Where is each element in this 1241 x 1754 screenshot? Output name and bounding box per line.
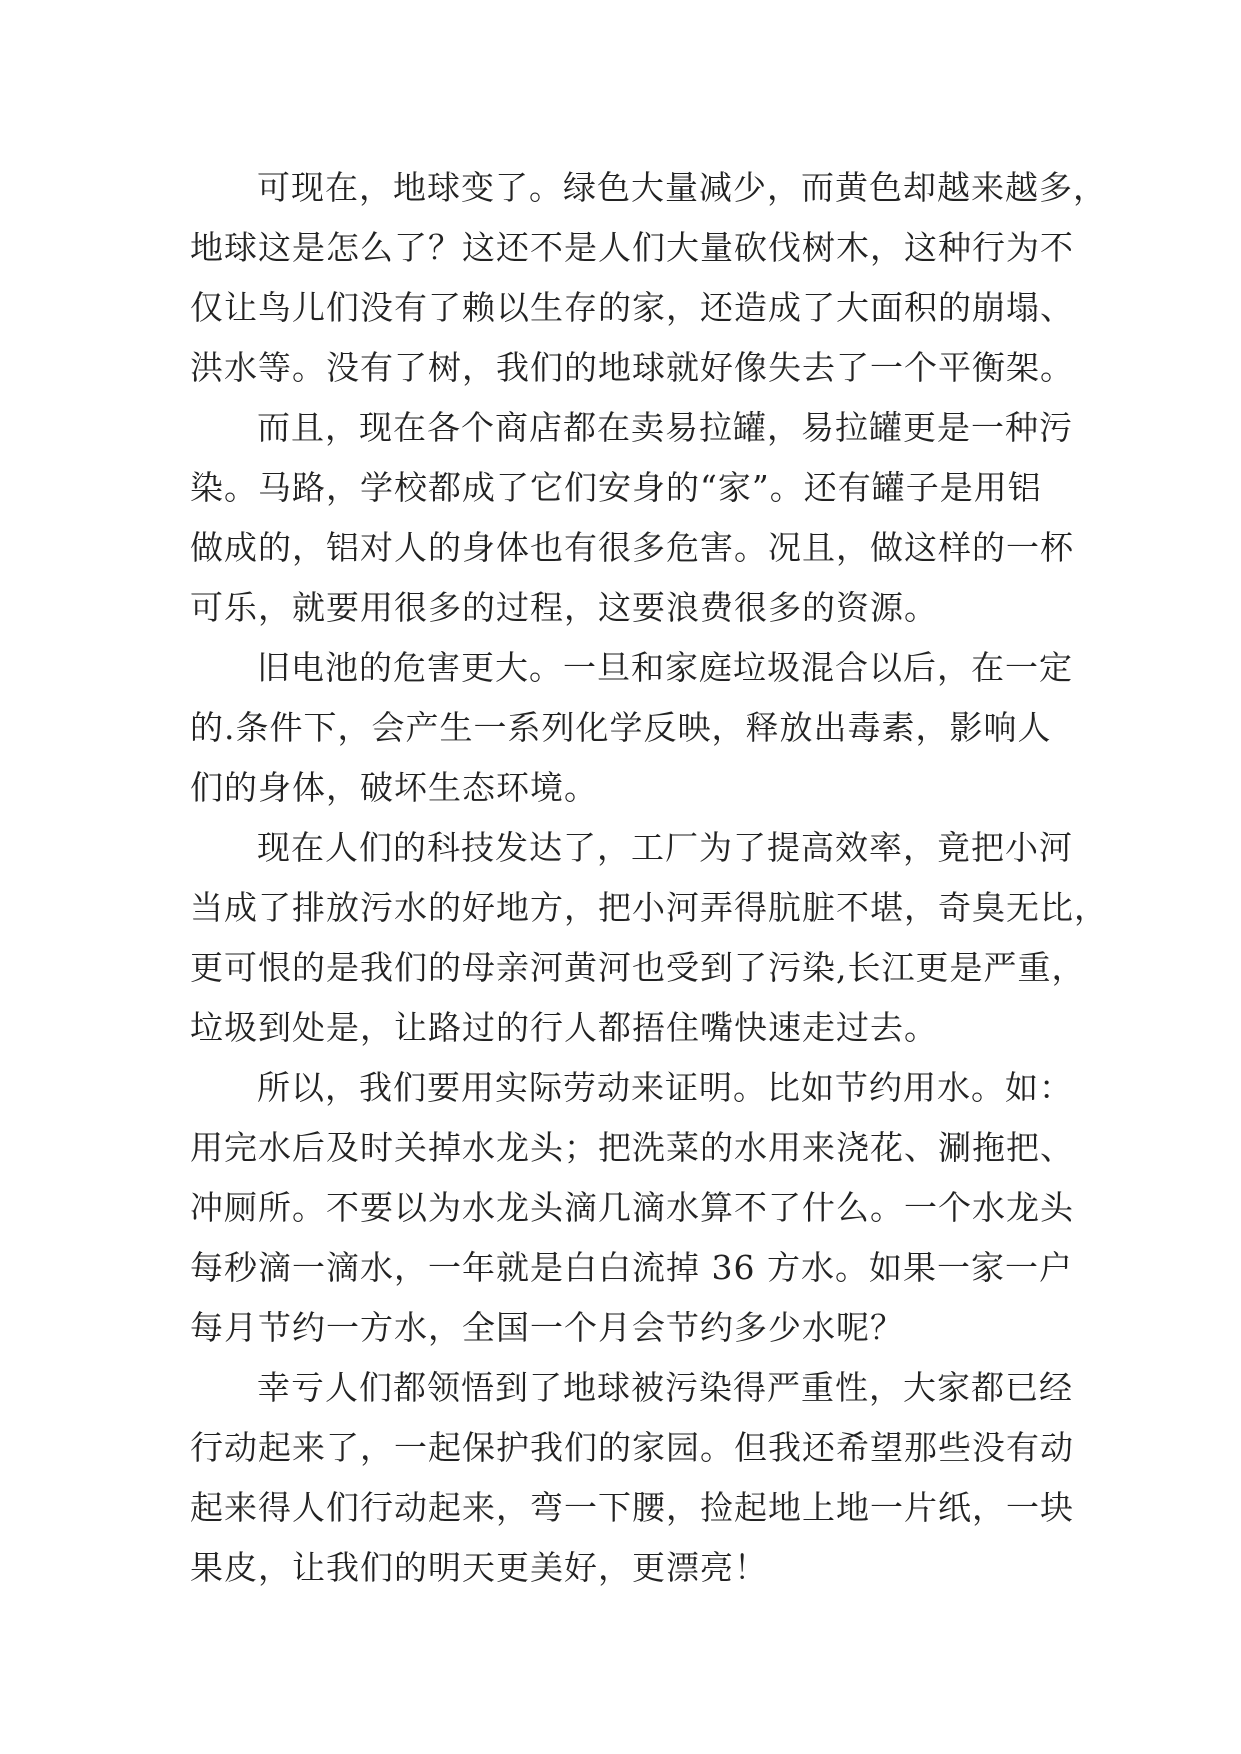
text-line: 所以，我们要用实际劳动来证明。比如节约用水。如： <box>257 1068 1073 1107</box>
text-line: 行动起来了，一起保护我们的家园。但我还希望那些没有动 <box>190 1428 1074 1467</box>
text-line: 仅让鸟儿们没有了赖以生存的家，还造成了大面积的崩塌、 <box>190 288 1074 327</box>
paragraph-6 <box>190 1358 1074 1598</box>
text-line: 冲厕所。不要以为水龙头滴几滴水算不了什么。一个水龙头 <box>190 1188 1074 1227</box>
text-line: 每秒滴一滴水，一年就是白白流掉 36 方水。如果一家一户 <box>190 1248 1073 1287</box>
paragraph-1 <box>190 158 1107 398</box>
document-body <box>190 158 1108 1598</box>
text-line: 起来得人们行动起来，弯一下腰，捡起地上地一片纸，一块 <box>190 1488 1074 1527</box>
paragraph-5 <box>190 1058 1074 1358</box>
text-line: 垃圾到处是，让路过的行人都捂住嘴快速走过去。 <box>190 1008 938 1047</box>
paragraph-3 <box>190 638 1073 818</box>
text-line: 当成了排放污水的好地方，把小河弄得肮脏不堪，奇臭无比， <box>190 888 1108 927</box>
paragraph-4 <box>190 818 1108 1058</box>
text-line: 每月节约一方水，全国一个月会节约多少水呢？ <box>190 1308 904 1347</box>
text-line: 用完水后及时关掉水龙头；把洗菜的水用来浇花、涮拖把、 <box>190 1128 1074 1167</box>
text-line: 洪水等。没有了树，我们的地球就好像失去了一个平衡架。 <box>190 348 1074 387</box>
text-line: 幸亏人们都领悟到了地球被污染得严重性，大家都已经 <box>257 1368 1073 1407</box>
text-line: 地球这是怎么了？这还不是人们大量砍伐树木，这种行为不 <box>190 228 1074 267</box>
text-line: 更可恨的是我们的母亲河黄河也受到了污染,长江更是严重， <box>190 948 1086 987</box>
text-line: 染。马路，学校都成了它们安身的“家”。还有罐子是用铝 <box>190 468 1042 507</box>
text-line: 的.条件下，会产生一系列化学反映，释放出毒素，影响人 <box>190 708 1052 747</box>
paragraph-2 <box>190 398 1074 638</box>
text-line: 可现在，地球变了。绿色大量减少，而黄色却越来越多， <box>257 168 1107 207</box>
text-line: 做成的，铝对人的身体也有很多危害。况且，做这样的一杯 <box>190 528 1074 567</box>
text-line: 而且，现在各个商店都在卖易拉罐，易拉罐更是一种污 <box>257 408 1073 447</box>
text-line: 旧电池的危害更大。一旦和家庭垃圾混合以后，在一定 <box>257 648 1073 687</box>
text-line: 可乐，就要用很多的过程，这要浪费很多的资源。 <box>190 588 938 627</box>
text-line: 现在人们的科技发达了，工厂为了提高效率，竟把小河 <box>257 828 1073 867</box>
text-line: 们的身体，破坏生态环境。 <box>190 768 598 807</box>
text-line: 果皮，让我们的明天更美好，更漂亮！ <box>190 1548 768 1587</box>
